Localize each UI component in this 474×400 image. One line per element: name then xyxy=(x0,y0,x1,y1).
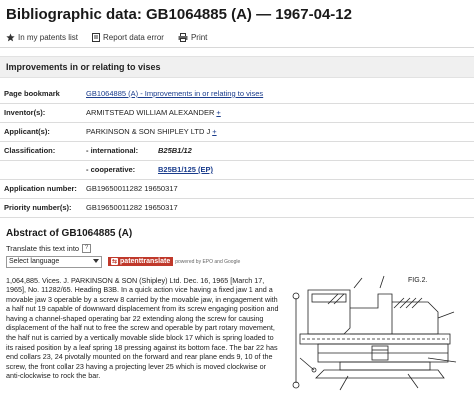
report-data-error-button[interactable] xyxy=(92,33,164,42)
application-row xyxy=(0,179,474,198)
powered-by-label: powered by EPO and Google xyxy=(175,258,241,265)
cooperative-link[interactable]: B25B1/125 (EP) xyxy=(158,165,214,174)
application-label: Application number: xyxy=(0,179,82,198)
patent-translate-label: patenttranslate xyxy=(120,258,171,265)
classification-cooperative-row xyxy=(0,160,474,179)
toolbar xyxy=(0,28,474,48)
inventor-row xyxy=(0,103,474,122)
applicant-row xyxy=(0,122,474,141)
language-row xyxy=(0,256,474,268)
printer-icon xyxy=(178,33,188,42)
applicant-label: Applicant(s): xyxy=(0,122,82,141)
help-icon[interactable]: ? xyxy=(82,244,91,253)
abstract-text: 1,064,885. Vices. J. PARKINSON & SON (Shipley) Ltd. Dec. 16, 1965 [March 17, 1965], No. 11282/65. Heading B3B. In a quick action vice having a fixed jaw 1 and a movable jaw 3 operable by a screw 8 carried by the movable jaw, in engagement with a half nut 19 capable of downward displacement from its screw engaging position and having a channel-shaped operating bar 22 extending along the screw for causing displacement of the half nut to free the screw and operable by part rotary movement, the half nut is carried by a vertically movable slide block 17 which is spring loaded to its raised position by a leaf spring 18 pressing against its bottom face. The bar 22 has end collars 23, 24 pivotally mounted on the forward and rear plane ends 9, 10 of the screw, the front collar 23 having a projecting lever 25 which is moved clockwise or anti-clockwise to rock the bar. xyxy=(6,275,279,381)
application-value: GB19650011282 19650317 xyxy=(82,179,474,198)
cooperative-cell xyxy=(82,160,474,179)
priority-label: Priority number(s): xyxy=(0,198,82,217)
classification-international-row xyxy=(0,141,474,160)
abstract-title: Abstract of GB1064885 (A) xyxy=(6,227,133,239)
international-cell xyxy=(82,141,474,160)
translate-icon: ⇆ xyxy=(112,259,118,265)
patent-translate-badge xyxy=(108,257,173,266)
patent-subtitle: Improvements in or relating to vises xyxy=(0,56,474,78)
bookmark-label: Page bookmark xyxy=(0,84,82,103)
print-button[interactable] xyxy=(178,33,207,42)
inventor-plus-link[interactable]: + xyxy=(216,108,221,117)
abstract-section xyxy=(0,276,474,382)
translate-row xyxy=(0,244,474,253)
chevron-down-icon xyxy=(93,258,99,265)
report-error-label: Report data error xyxy=(103,33,164,42)
bookmark-value xyxy=(82,84,474,103)
priority-value: GB19650011282 19650317 xyxy=(82,198,474,217)
translate-label: Translate this text into xyxy=(6,243,80,253)
print-label: Print xyxy=(190,33,208,42)
bookmark-row xyxy=(0,84,474,103)
add-to-patents-list-button[interactable] xyxy=(6,33,78,42)
patent-translate-logo[interactable] xyxy=(108,257,240,266)
bibliographic-table xyxy=(0,84,474,218)
applicant-value: PARKINSON & SON SHIPLEY LTD J xyxy=(86,127,211,136)
patents-list-label: In my patents list xyxy=(18,33,79,42)
classification-spacer xyxy=(0,160,82,179)
inventor-value: ARMITSTEAD WILLIAM ALEXANDER xyxy=(86,108,215,117)
inventor-label: Inventor(s): xyxy=(0,103,82,122)
inventor-value-cell xyxy=(82,103,474,122)
figure-label: FIG.2. xyxy=(408,276,428,284)
page-title: Bibliographic data: GB1064885 (A) — 1967-04-12 xyxy=(6,6,352,23)
classification-label: Classification: xyxy=(0,141,82,160)
priority-row xyxy=(0,198,474,217)
vise-drawing-figure xyxy=(288,268,468,398)
language-select[interactable] xyxy=(6,256,102,268)
international-label: - international: xyxy=(86,146,139,155)
bookmark-link[interactable]: GB1064885 (A) - Improvements in or relating to vises xyxy=(86,88,264,98)
report-icon xyxy=(92,33,100,42)
applicant-plus-link[interactable]: + xyxy=(212,127,217,136)
language-select-value: Select language xyxy=(9,258,60,265)
applicant-value-cell xyxy=(82,122,474,141)
cooperative-label: - cooperative: xyxy=(86,165,136,174)
star-icon xyxy=(6,33,15,42)
international-value: B25B1/12 xyxy=(158,146,192,155)
